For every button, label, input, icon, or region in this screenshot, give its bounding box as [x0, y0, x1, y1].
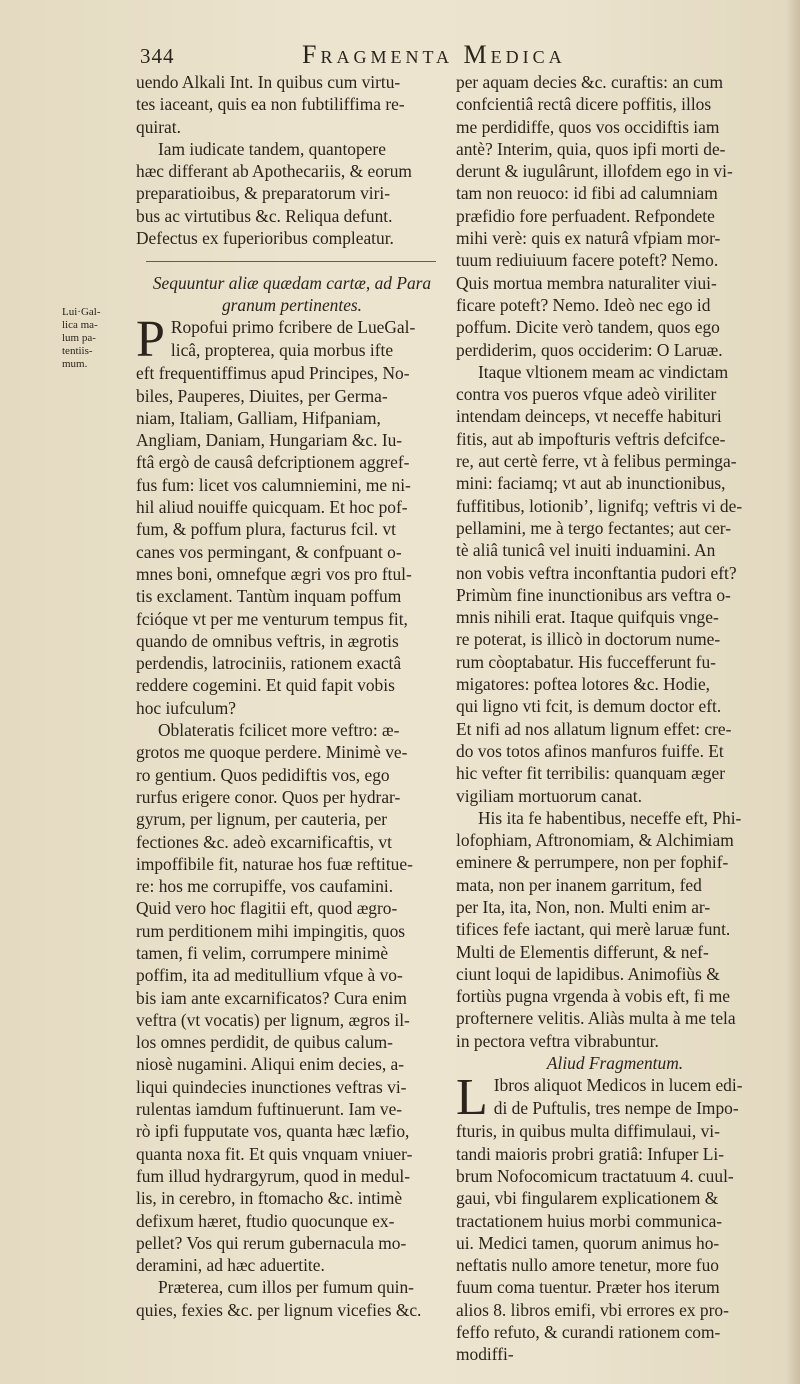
text-line: niosè nugamini. Aliqui enim decies, a- — [136, 1054, 405, 1075]
paragraph — [136, 362, 448, 719]
text-line: tamen, fi velim, corrumpere minimè — [136, 942, 389, 963]
section-heading: Aliud Fragmentum. — [546, 1053, 684, 1074]
text-line: mnes boni, omnefque ægri vos pro ftul- — [136, 563, 412, 584]
text-line: do vos totos afinos manfuros fuiffe. Et — [456, 740, 724, 761]
text-line: fectiones &c. adeò excarnificaftis, vt — [136, 831, 392, 852]
text-line: poffum. Dicite verò tandem, quos ego — [456, 317, 720, 338]
text-line: gyrum, per lignum, per cauteria, per — [136, 809, 388, 830]
text-line: Præterea, cum illos per fumum quin- — [158, 1277, 414, 1298]
text-line: tractationem huius morbi communica- — [456, 1210, 723, 1231]
text-line: tifices fefe iactant, qui merè laruæ funt. — [456, 919, 731, 940]
paragraph-first-lines — [136, 311, 448, 369]
text-line: gaui, vbi fingularem explicationem & — [456, 1188, 719, 1209]
right-column — [456, 71, 774, 1366]
text-line: re poterat, is illicò in doctorum nume- — [456, 629, 721, 650]
paragraph — [456, 361, 774, 807]
left-column — [136, 71, 448, 1321]
text-line: fuffitibus, lotionib’, lignifq; veftris vi de- — [456, 495, 743, 516]
text-line: ftâ ergò de causâ defcriptionem aggref- — [136, 452, 410, 473]
running-title: Fragmenta Medica — [302, 40, 566, 69]
text-line: hil aliud nouiffe quicquam. Et hoc pof- — [136, 497, 408, 518]
text-line: Itaque vltionem meam ac vindictam — [478, 361, 729, 382]
text-line: lofophiam, Aftronomiam, & Alchimiam — [456, 830, 734, 851]
text-line: quies, fexies &c. per lignum vicefies &c. — [136, 1299, 422, 1320]
text-line: rò ipfi fupputate vos, quanta hæc læfio, — [136, 1121, 410, 1142]
text-line: ciunt loqui de lapidibus. Animofiùs & — [456, 963, 720, 984]
paragraph — [456, 807, 774, 1052]
paragraph — [136, 71, 448, 138]
paragraph — [456, 71, 774, 361]
text-line: Multi de Elementis differunt, & nef- — [456, 941, 709, 962]
text-line: mata, non per inanem garritum, fed — [456, 874, 702, 895]
text-line: quando de omnibus veftris, in ægrotis — [136, 630, 399, 651]
margin-note-line: lum pa- — [62, 332, 96, 344]
text-line: liqui quindecies inunctiones veftras vi- — [136, 1076, 407, 1097]
text-line: impoffibile fit, naturae hos fuæ reftitue- — [136, 853, 413, 874]
text-line: fuum coma tuentur. Præter hos iterum — [456, 1277, 720, 1298]
text-line: pellet? Vos qui rerum gubernacula mo- — [136, 1232, 407, 1253]
text-line: re: hos me corrupiffe, vos caufamini. — [136, 876, 394, 897]
text-line: hic vefter fit terribilis: quanquam æger — [456, 763, 725, 784]
paragraph — [136, 138, 448, 249]
section-divider — [136, 249, 448, 271]
text-line: Ropofui primo fcribere de LueGal- — [170, 317, 416, 338]
text-line: Ibros aliquot Medicos in lucem edi- — [493, 1075, 743, 1096]
text-line: ui. Medici tamen, quorum animus ho- — [456, 1232, 720, 1253]
text-line: di de Puftulis, tres nempe de Impo- — [493, 1097, 739, 1118]
text-line: deramini, ad hæc aduertite. — [136, 1255, 325, 1276]
text-line: tuum rediuiuum facere poteft? Nemo. — [456, 250, 719, 271]
text-line: poffim, ita ad meditullium vfque à vo- — [136, 965, 403, 986]
text-line: confcientiâ rectâ dicere poffitis, illos — [456, 94, 712, 115]
text-line: tè aliâ tunicâ vel inuiti induamini. An — [456, 540, 716, 561]
text-line: me perdidiffe, quos vos occidiftis iam — [456, 116, 720, 137]
paragraph — [136, 1276, 448, 1321]
text-line: non vobis veftra inconftantia pudori eft? — [456, 562, 737, 583]
text-line: bus ac virtutibus &c. Reliqua defunt. — [136, 205, 393, 226]
drop-cap: L — [456, 1069, 488, 1127]
text-line: biles, Pauperes, Diuites, per Germa- — [136, 385, 388, 406]
text-line: alios 8. libros emifi, vbi errores ex pro- — [456, 1299, 729, 1320]
text-line: His ita fe habentibus, neceffe eft, Phi- — [478, 807, 742, 828]
text-line: rulentas iamdum fuftinuerunt. Iam ve- — [136, 1099, 403, 1120]
text-line: per Ita, ita, Non, non. Multi enim ar- — [456, 896, 711, 917]
text-line: Defectus ex fuperioribus compleatur. — [136, 228, 394, 249]
text-line: migatores: poftea lotores &c. Hodie, — [456, 674, 711, 695]
text-line: fum, & poffum plura, facturus fcil. vt — [136, 519, 396, 540]
text-line: niam, Italiam, Galliam, Hifpaniam, — [136, 407, 381, 428]
text-line: per aquam decies &c. curaftis: an cum — [456, 72, 724, 92]
text-line: neftatis nullo amore tenetur, more fuo — [456, 1255, 719, 1276]
text-line: profternere velitis. Aliàs multa à me tela — [456, 1008, 736, 1029]
text-line: tandi maioris probri gratiâ: Infuper Li- — [456, 1143, 725, 1164]
text-line: Oblateratis fcilicet more veftro: æ- — [158, 720, 400, 741]
text-line: quirat. — [136, 116, 181, 137]
text-line: vigiliam mortuorum canat. — [456, 785, 642, 806]
text-line: re, aut certè ferre, vt à felibus perminga- — [456, 451, 737, 472]
text-line: mini: faciamq; vt aut ab inunctionibus, — [456, 473, 726, 494]
text-line: rum còoptabatur. His fuccefferunt fu- — [456, 651, 716, 672]
text-line: mihi verè: quis ex naturâ vfpiam mor- — [456, 228, 721, 249]
paragraph-with-initial — [456, 1069, 774, 1127]
text-line: reddere cogemini. Et quid fapit vobis — [136, 675, 395, 696]
text-line: veftra (vt vocatis) per lignum, ægros il- — [136, 1009, 410, 1030]
text-line: ro gentium. Quos pedidiftis vos, ego — [136, 764, 390, 785]
text-line: bis iam ante excarnificatos? Cura enim — [136, 987, 407, 1008]
text-line: tam non reuoco: id fibi ad calumniam — [456, 183, 718, 204]
text-line: qui ligno vti fcit, is demum doctor eft. — [456, 696, 722, 717]
text-line: præfidio fore perfuadent. Refpondete — [456, 205, 715, 226]
text-line: fum illud hydrargyrum, quod in medul- — [136, 1165, 411, 1186]
text-line: defixum hæret, ftudio quocunque ex- — [136, 1210, 395, 1231]
margin-note-line: Lui·Gal- — [62, 306, 101, 318]
text-line: perdendis, latrociniis, rationem exactâ — [136, 653, 402, 674]
text-line: eminere & perrumpere, non per fophif- — [456, 852, 729, 873]
margin-note-line: mum. — [62, 358, 88, 370]
text-line: modiffi- — [456, 1344, 514, 1365]
text-line: Quid vero hoc flagitii eft, quod ægro- — [136, 898, 398, 919]
margin-note-line: tentiis- — [62, 345, 93, 357]
text-line: hæc differant ab Apothecariis, & eorum — [136, 161, 412, 182]
text-line: rurfus erigere conor. Quos per hydrar- — [136, 786, 401, 807]
text-line: fturis, in quibus multa diffimulaui, vi- — [456, 1121, 720, 1142]
text-line: fus fum: licet vos calumniemini, me ni- — [136, 474, 411, 495]
text-line: brum Nofocomicum tractatuum 4. cuul- — [456, 1165, 734, 1186]
text-line: mnis nihili erat. Itaque quifquis vnge- — [456, 607, 719, 628]
text-line: fortiùs pugna vrgenda à vobis eft, fi me — [456, 986, 730, 1007]
text-line: Iam iudicate tandem, quantopere — [158, 138, 386, 159]
text-line: rum perditionem mihi impingitis, quos — [136, 920, 406, 941]
text-line: los omnes perdidit, de quibus calum- — [136, 1032, 393, 1053]
text-line: Angliam, Daniam, Hungariam &c. Iu- — [136, 430, 403, 451]
margin-note-line: lica ma- — [62, 319, 98, 331]
text-line: canes vos permingant, & confpuant o- — [136, 541, 402, 562]
paragraph — [456, 1120, 774, 1365]
text-line: fcióque vt per me venturum tempus fit, — [136, 608, 408, 629]
text-line: tes iaceant, quis ea non fubtiliffima re- — [136, 94, 405, 115]
text-line: in pectora veftra vibrabuntur. — [456, 1030, 659, 1051]
text-line: lis, in cerebro, in ftomacho &c. intimè — [136, 1188, 403, 1209]
text-line: quanta noxa fit. Et quis vnquam vniuer- — [136, 1143, 413, 1164]
paragraph-with-initial — [136, 311, 448, 369]
text-line: Primùm fine inunctionibus ars veftra o- — [456, 584, 731, 605]
paragraph — [136, 719, 448, 1276]
text-line: Sequuntur aliæ quædam cartæ, ad Para — [152, 272, 432, 293]
text-line: granum pertinentes. — [221, 294, 363, 315]
text-line: eft frequentiffimus apud Principes, No- — [136, 363, 410, 384]
text-line: hoc iufculum? — [136, 697, 236, 718]
text-line: feffo refuto, & curandi rationem com- — [456, 1322, 721, 1343]
text-line: uendo Alkali Int. In quibus cum virtu- — [136, 72, 401, 92]
text-line: fitis, aut ab impofturis veftris defcifce- — [456, 428, 726, 449]
text-line: ficare poteft? Nemo. Ideò nec ego id — [456, 294, 711, 315]
text-line: intendam deinceps, vt neceffe habituri — [456, 406, 722, 427]
text-line: contra vos pueros vfque adeò viriliter — [456, 384, 717, 405]
page-fold-shadow — [786, 0, 800, 1384]
text-line: pellamini, me à tergo fectantes; aut cer- — [456, 517, 732, 538]
text-line: licâ, propterea, quia morbus ifte — [170, 339, 394, 360]
section-heading — [136, 272, 448, 317]
margin-note — [62, 306, 112, 371]
text-line: derunt & iugulârunt, illofdem ego in vi- — [456, 161, 733, 182]
text-line: tis exclament. Tantùm inquam poffum — [136, 586, 402, 607]
text-line: Et nifi ad nos allatum lignum effet: cre- — [456, 718, 732, 739]
text-line: preparatioibus, & preparatorum viri- — [136, 183, 391, 204]
page-number: 344 — [140, 44, 175, 68]
paragraph-first-lines — [456, 1069, 774, 1127]
drop-cap: P — [136, 311, 165, 369]
text-line: Quis mortua membra naturaliter viui- — [456, 272, 717, 293]
text-line: antè? Interim, quia, quos ipfi morti de- — [456, 138, 726, 159]
text-line: grotos me quoque perdere. Minimè ve- — [136, 742, 408, 763]
text-line: perdiderim, quos occiderim: O Laruæ. — [456, 339, 723, 360]
